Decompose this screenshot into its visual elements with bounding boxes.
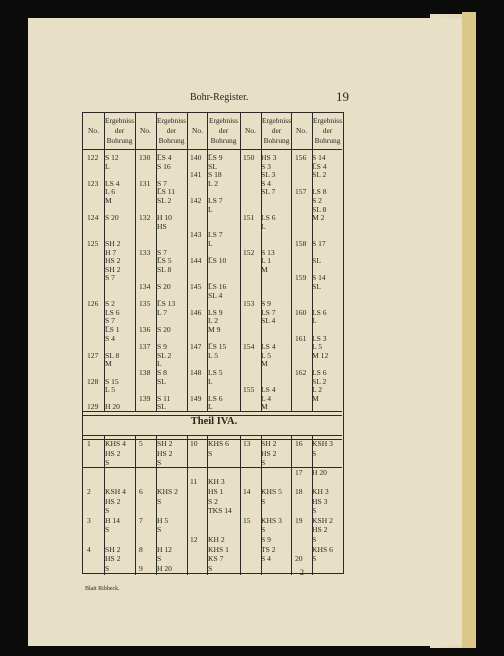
upper-ergebniss-value: H 10 [157, 213, 172, 223]
lower-bohrung-number: 15 [243, 515, 251, 525]
upper-ergebniss-value: L 1 [261, 256, 272, 266]
lower-bohrung-number: 18 [295, 487, 303, 496]
page-number: 19 [336, 89, 349, 104]
upper-ergebniss-value: S 2 [105, 299, 115, 309]
upper-ergebniss-value: L [208, 239, 213, 248]
upper-bohrung-number: 140 [190, 153, 202, 162]
column-header-ergebniss [156, 116, 187, 146]
upper-ergebniss-value: M 9 [208, 325, 221, 334]
upper-ergebniss-value: S 8 [157, 368, 167, 377]
upper-ergebniss-value: L [208, 204, 213, 214]
header-line-der: der [322, 126, 333, 135]
upper-ergebniss-value: M [261, 402, 268, 412]
upper-ergebniss-value: L 2 [208, 316, 219, 326]
lower-ergebniss-value: HS 2 [261, 448, 277, 458]
upper-ergebniss-value: L 2 [312, 385, 323, 395]
upper-ergebniss-value: S 7 [105, 316, 115, 326]
upper-ergebniss-value: S 7 [157, 247, 167, 257]
upper-ergebniss-value: S 11 [157, 393, 171, 403]
lower-ergebniss-value: KHS 2 [157, 487, 178, 496]
upper-ergebniss-value: M [105, 359, 112, 369]
upper-ergebniss-value: SL 8 [157, 264, 172, 274]
upper-ergebniss-value: L [105, 161, 110, 171]
upper-ergebniss-value: L̅S 4 [312, 161, 327, 171]
upper-ergebniss-value: LS 6 [208, 393, 223, 403]
upper-ergebniss-value: L [208, 376, 213, 386]
upper-bohrung-number: 148 [190, 368, 202, 377]
upper-ergebniss-value: L̅S 1 [105, 325, 120, 334]
upper-ergebniss-value: SL 7 [261, 187, 276, 197]
upper-ergebniss-value: M 12 [312, 350, 329, 360]
upper-ergebniss-value: SL 2 [157, 350, 172, 360]
lower-ergebniss-value: HS 3 [312, 496, 328, 506]
upper-ergebniss-value: HS [157, 221, 167, 231]
upper-ergebniss-value: SH 2 [105, 264, 121, 274]
column-divider [135, 113, 136, 411]
lower-ergebniss-value: H 20 [312, 467, 327, 477]
upper-bohrung-number: 142 [190, 196, 202, 205]
lower-ergebniss-value: S 4 [261, 554, 271, 564]
upper-bohrung-number: 160 [295, 307, 307, 317]
lower-bohrung-number: 1 [87, 439, 91, 448]
row-rule [83, 467, 342, 468]
row-rule [83, 149, 342, 150]
column-header-ergebniss [261, 116, 292, 146]
lower-ergebniss-value: SH 2 [261, 439, 277, 448]
lower-ergebniss-value: S [105, 563, 110, 573]
upper-ergebniss-value: SL 4 [261, 316, 276, 326]
upper-bohrung-number: 127 [87, 350, 99, 360]
upper-ergebniss-value: LS 3 [312, 333, 327, 343]
upper-bohrung-number: 158 [295, 239, 307, 248]
upper-ergebniss-value: SL [208, 161, 217, 171]
lower-bohrung-number: 6 [139, 487, 143, 496]
header-line-bohrung: Bohrung [263, 136, 290, 145]
upper-ergebniss-value: SL 3 [261, 170, 276, 180]
column-header-no: No. [192, 126, 203, 135]
lower-ergebniss-value: H 14 [105, 515, 120, 525]
upper-bohrung-number: 162 [295, 368, 307, 377]
upper-ergebniss-value: SL 2 [312, 170, 327, 180]
upper-ergebniss-value: S 16 [157, 161, 171, 171]
upper-ergebniss-value: SL [312, 282, 321, 291]
lower-bohrung-number: 5 [139, 439, 143, 448]
upper-ergebniss-value: LS 7 [261, 307, 276, 317]
upper-ergebniss-value: S 20 [157, 282, 171, 291]
lower-ergebniss-value: S [157, 458, 162, 468]
upper-bohrung-number: 130 [139, 153, 151, 162]
lower-ergebniss-value: SH 2 [157, 439, 173, 448]
header-line-der: der [271, 126, 282, 135]
lower-ergebniss-value: TKS 14 [208, 506, 232, 516]
lower-ergebniss-value: S [261, 496, 266, 506]
lower-ergebniss-value: KHS 5 [261, 487, 282, 496]
upper-ergebniss-value: S 17 [312, 239, 326, 248]
upper-bohrung-number: 144 [190, 256, 202, 266]
header-line-der: der [218, 126, 229, 135]
column-divider [291, 113, 292, 411]
lower-bohrung-number: 9 [139, 563, 143, 573]
column-header-no: No. [140, 126, 151, 135]
upper-ergebniss-value: L̅S 10 [208, 256, 227, 266]
upper-bohrung-number: 157 [295, 187, 307, 197]
section-title: Theil IVA. [190, 416, 238, 427]
column-divider [291, 435, 292, 575]
upper-ergebniss-value: L̅S 9 [208, 153, 223, 162]
lower-ergebniss-value: KHS 6 [208, 439, 229, 448]
lower-bohrung-number: 8 [139, 544, 143, 554]
upper-bohrung-number: 161 [295, 333, 307, 343]
lower-ergebniss-value: H 12 [157, 544, 172, 554]
upper-ergebniss-value: S 9 [261, 299, 271, 309]
upper-ergebniss-value: L 2 [208, 178, 219, 188]
upper-bohrung-number: 153 [243, 299, 255, 309]
upper-ergebniss-value: LS 8 [312, 187, 327, 197]
upper-ergebniss-value: LS 4 [105, 178, 120, 188]
footer-author: Blatt Ribbeck. [85, 586, 120, 592]
lower-bohrung-number: 12 [190, 535, 198, 544]
lower-ergebniss-value: S [105, 458, 110, 468]
upper-ergebniss-value: H 20 [105, 402, 120, 412]
header-line-ergebniss: Ergebniss [156, 116, 186, 125]
lower-ergebniss-value: KSH 3 [312, 439, 333, 448]
upper-ergebniss-value: L 5 [208, 350, 219, 360]
column-divider [135, 435, 136, 575]
upper-bohrung-number: 155 [243, 385, 255, 395]
column-header-no: No. [88, 126, 99, 135]
lower-ergebniss-value: S [312, 448, 317, 458]
upper-ergebniss-value: M [105, 196, 112, 205]
upper-ergebniss-value: S 13 [261, 247, 275, 257]
lower-ergebniss-value: HS 2 [105, 554, 121, 564]
page-gilt-edge [462, 12, 476, 648]
lower-ergebniss-value: H 20 [157, 563, 172, 573]
upper-ergebniss-value: LS 7 [208, 230, 223, 240]
upper-bohrung-number: 151 [243, 213, 255, 223]
upper-bohrung-number: 159 [295, 273, 307, 283]
upper-ergebniss-value: M 2 [312, 213, 325, 223]
lower-ergebniss-value: KH 2 [208, 535, 225, 544]
upper-ergebniss-value: L [157, 359, 162, 369]
running-header: Bohr-Register. [190, 92, 249, 103]
lower-ergebniss-value: KSH 2 [312, 515, 333, 525]
column-divider [240, 113, 241, 411]
upper-bohrung-number: 141 [190, 170, 202, 180]
upper-ergebniss-value: SL [157, 376, 166, 386]
upper-ergebniss-value: L 6 [105, 187, 116, 197]
upper-ergebniss-value: L̅S 13 [157, 299, 176, 309]
column-divider [240, 435, 241, 575]
lower-ergebniss-value: S [105, 506, 110, 516]
lower-ergebniss-value: S [105, 525, 110, 535]
upper-bohrung-number: 122 [87, 153, 99, 162]
upper-ergebniss-value: SL 8 [105, 350, 120, 360]
lower-bohrung-number: 17 [295, 467, 303, 477]
header-line-ergebniss: Ergebniss [208, 116, 238, 125]
lower-ergebniss-value: KS 7 [208, 554, 224, 564]
upper-bohrung-number: 137 [139, 342, 151, 352]
column-header-ergebniss [208, 116, 239, 146]
upper-ergebniss-value: LS 4 [261, 342, 276, 352]
header-line-der: der [114, 126, 125, 135]
upper-bohrung-number: 146 [190, 307, 202, 317]
upper-ergebniss-value: S 4 [261, 178, 271, 188]
upper-ergebniss-value: L [312, 316, 317, 326]
header-line-ergebniss: Ergebniss [261, 116, 291, 125]
upper-ergebniss-value: H 7 [105, 247, 117, 257]
upper-bohrung-number: 124 [87, 213, 99, 223]
lower-ergebniss-value: S [312, 506, 317, 516]
upper-ergebniss-value: L̅S 11 [157, 187, 176, 197]
lower-ergebniss-value: TS 2 [261, 544, 276, 554]
header-line-bohrung: Bohrung [106, 136, 133, 145]
upper-ergebniss-value: L 5 [261, 350, 272, 360]
upper-ergebniss-value: L 4 [261, 393, 272, 403]
lower-ergebniss-value: S [157, 525, 162, 535]
lower-ergebniss-value: S [261, 458, 266, 468]
column-divider [187, 435, 188, 575]
upper-bohrung-number: 149 [190, 393, 202, 403]
column-header-no: No. [296, 126, 307, 135]
upper-ergebniss-value: LS 9 [208, 307, 223, 317]
upper-ergebniss-value: L [261, 221, 266, 231]
upper-ergebniss-value: S 7 [105, 273, 115, 283]
upper-ergebniss-value: LS 6 [312, 368, 327, 377]
upper-bohrung-number: 156 [295, 153, 307, 162]
upper-ergebniss-value: S 7 [157, 178, 167, 188]
upper-bohrung-number: 129 [87, 402, 99, 412]
lower-ergebniss-value: S [208, 563, 213, 573]
upper-ergebniss-value: S 12 [105, 153, 119, 162]
lower-ergebniss-value: HS 2 [105, 496, 121, 506]
lower-ergebniss-value: HS 2 [312, 525, 328, 535]
upper-bohrung-number: 135 [139, 299, 151, 309]
lower-bohrung-number: 19 [295, 515, 303, 525]
upper-ergebniss-value: LS 7 [208, 196, 223, 205]
lower-bohrung-number: 11 [190, 477, 198, 487]
upper-ergebniss-value: L [208, 402, 213, 412]
upper-ergebniss-value: LS 6 [105, 307, 120, 317]
lower-ergebniss-value: KHS 4 [105, 439, 126, 448]
header-line-ergebniss: Ergebniss [312, 116, 342, 125]
upper-ergebniss-value: L̅S 16 [208, 282, 227, 291]
upper-bohrung-number: 147 [190, 342, 202, 352]
column-header-ergebniss [312, 116, 343, 146]
upper-ergebniss-value: S 3 [261, 161, 271, 171]
lower-ergebniss-value: S [157, 496, 162, 506]
upper-bohrung-number: 131 [139, 178, 151, 188]
upper-ergebniss-value: M [261, 359, 268, 369]
upper-ergebniss-value: S 2 [312, 196, 322, 205]
lower-ergebniss-value: SH 2 [105, 544, 121, 554]
lower-bohrung-number: 10 [190, 439, 198, 448]
upper-ergebniss-value: S 20 [105, 213, 119, 223]
upper-ergebniss-value: S 14 [312, 273, 326, 283]
header-line-der: der [166, 126, 177, 135]
header-line-ergebniss: Ergebniss [104, 116, 134, 125]
lower-ergebniss-value: HS 2 [157, 448, 173, 458]
header-line-bohrung: Bohrung [210, 136, 237, 145]
upper-ergebniss-value: LS 6 [261, 213, 276, 223]
header-line-bohrung: Bohrung [314, 136, 341, 145]
upper-bohrung-number: 134 [139, 282, 151, 291]
lower-ergebniss-value: S [208, 448, 213, 458]
upper-ergebniss-value: L 7 [157, 307, 168, 317]
lower-ergebniss-value: S 2 [208, 496, 218, 506]
upper-ergebniss-value: M [261, 264, 268, 274]
upper-ergebniss-value: L 5 [312, 342, 323, 352]
upper-ergebniss-value: S 15 [105, 376, 119, 386]
column-header-ergebniss [104, 116, 135, 146]
upper-ergebniss-value: SL [157, 402, 166, 412]
upper-ergebniss-value: S 14 [312, 153, 326, 162]
lower-ergebniss-value: S [157, 554, 162, 564]
upper-ergebniss-value: S 18 [208, 170, 222, 180]
upper-ergebniss-value: SL 8 [312, 204, 327, 214]
upper-ergebniss-value: LS 6 [312, 307, 327, 317]
footer-signature: 2 [300, 568, 304, 577]
lower-bohrung-number: 13 [243, 439, 251, 448]
lower-ergebniss-value: KHS 1 [208, 544, 229, 554]
upper-ergebniss-value: L̅S 15 [208, 342, 227, 352]
upper-ergebniss-value: S 20 [157, 325, 171, 334]
upper-ergebniss-value: SL 2 [312, 376, 327, 386]
lower-bohrung-number: 4 [87, 544, 91, 554]
upper-ergebniss-value: LS 5 [208, 368, 223, 377]
upper-ergebniss-value: SL 2 [157, 196, 172, 205]
lower-bohrung-number: 3 [87, 515, 91, 525]
lower-bohrung-number: 16 [295, 439, 303, 448]
lower-ergebniss-value: KH 3 [208, 477, 225, 487]
upper-bohrung-number: 132 [139, 213, 151, 223]
upper-ergebniss-value: HS 3 [261, 153, 277, 162]
lower-ergebniss-value: S [312, 554, 317, 564]
lower-ergebniss-value: S [312, 535, 317, 544]
lower-ergebniss-value: H 5 [157, 515, 169, 525]
lower-ergebniss-value: HS 2 [105, 448, 121, 458]
upper-bohrung-number: 125 [87, 239, 99, 248]
upper-bohrung-number: 126 [87, 299, 99, 309]
upper-bohrung-number: 128 [87, 376, 99, 386]
upper-bohrung-number: 154 [243, 342, 255, 352]
upper-ergebniss-value: L̅S 4 [157, 153, 172, 162]
upper-bohrung-number: 139 [139, 393, 151, 403]
lower-ergebniss-value: KH 3 [312, 487, 329, 496]
upper-ergebniss-value: SL [312, 256, 321, 266]
upper-bohrung-number: 136 [139, 325, 151, 334]
upper-bohrung-number: 143 [190, 230, 202, 240]
upper-bohrung-number: 133 [139, 247, 151, 257]
lower-ergebniss-value: HS 1 [208, 487, 224, 496]
upper-ergebniss-value: HS 2 [105, 256, 121, 266]
bohr-register-table [82, 112, 344, 574]
upper-ergebniss-value: SH 2 [105, 239, 121, 248]
lower-ergebniss-value: KHS 6 [312, 544, 333, 554]
upper-ergebniss-value: L 5 [105, 385, 116, 395]
lower-bohrung-number: 20 [295, 554, 303, 564]
lower-ergebniss-value: S [261, 525, 266, 535]
upper-ergebniss-value: SL 4 [208, 290, 223, 300]
lower-ergebniss-value: KHS 3 [261, 515, 282, 525]
upper-ergebniss-value: M [312, 393, 319, 403]
upper-ergebniss-value: S 4 [105, 333, 115, 343]
upper-bohrung-number: 145 [190, 282, 202, 291]
upper-ergebniss-value: L̅S 5 [157, 256, 172, 266]
header-line-bohrung: Bohrung [158, 136, 185, 145]
lower-ergebniss-value: S 9 [261, 535, 271, 544]
upper-bohrung-number: 152 [243, 247, 255, 257]
upper-bohrung-number: 150 [243, 153, 255, 162]
column-divider [187, 113, 188, 411]
upper-bohrung-number: 123 [87, 178, 99, 188]
lower-bohrung-number: 14 [243, 487, 251, 496]
lower-ergebniss-value: KSH 4 [105, 487, 126, 496]
upper-bohrung-number: 138 [139, 368, 151, 377]
lower-bohrung-number: 2 [87, 487, 91, 496]
lower-bohrung-number: 7 [139, 515, 143, 525]
upper-ergebniss-value: LS 4 [261, 385, 276, 395]
upper-ergebniss-value: S 9 [157, 342, 167, 352]
column-header-no: No. [245, 126, 256, 135]
